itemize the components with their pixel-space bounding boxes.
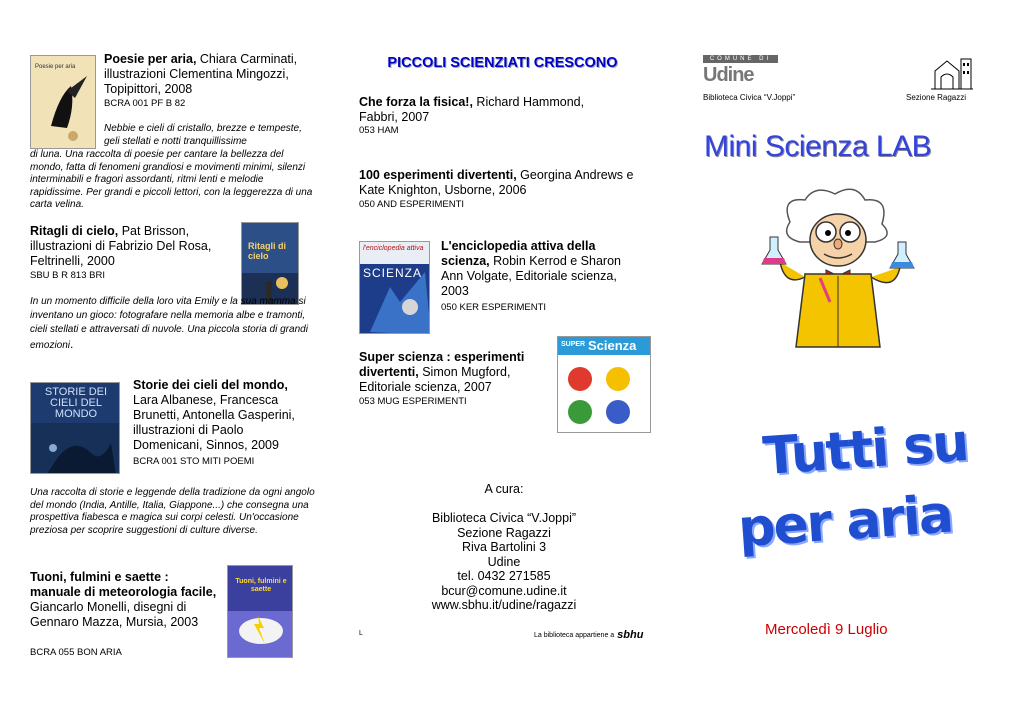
book-entry-poesie-per-aria: [104, 52, 314, 97]
credits-block: [359, 511, 649, 613]
book-title: Tuoni, fulmini e saette : manuale di meteorologia facile,: [30, 570, 217, 599]
cover-title: Ritagli di cielo: [248, 241, 286, 261]
call-number: 053 HAM: [359, 125, 399, 136]
credits-line-city: Udine: [487, 554, 521, 569]
headline-line-2: per aria: [736, 484, 954, 560]
book-title: 100 esperimenti divertenti,: [359, 168, 517, 182]
book-entry-ritagli-di-cielo: [30, 224, 230, 269]
footer-network-note: La biblioteca appartiene a sbhu: [534, 629, 644, 641]
section-heading: PICCOLI SCIENZIATI CRESCONO: [387, 55, 618, 71]
book-description: Una raccolta di storie e leggende della tradizione da ogni angolo del mondo (India, Antille, Italia, Giappone...) che consegna una prospettiva fiabesca e magica sui corpi celesti. Un'occasione preziosa per scoprire suggestioni di culture diverse.: [30, 487, 315, 536]
book-entry-super-scienza: [359, 350, 544, 395]
book-authors: Lara Albanese, Francesca Brunetti, Antonella Gasperini, illustrazioni di Paolo Domenicani, Sinnos, 2009: [133, 393, 295, 452]
book-title: L'enciclopedia attiva della scienza,: [441, 239, 596, 268]
call-number: BCRA 001 STO MITI POEMI: [133, 456, 255, 467]
book-title: Che forza la fisica!,: [359, 95, 473, 109]
cover-enciclopedia-scienza: [359, 241, 430, 334]
cover-title: STORIE DEI CIELI DEL MONDO: [44, 386, 108, 420]
book-entry-enciclopedia-attiva: [441, 239, 641, 299]
book-entry-che-forza-la-fisica: [359, 95, 609, 125]
call-number: 050 AND ESPERIMENTI: [359, 199, 465, 210]
cover-title: Tuoni, fulmini e saette: [235, 578, 287, 593]
credits-label: A cura:: [484, 482, 524, 496]
headline-line-1: Tutti su: [761, 412, 970, 488]
credits-line-website[interactable]: www.sbhu.it/udine/ragazzi: [431, 598, 577, 612]
cover-poesie-per-aria: [30, 55, 96, 149]
book-authors: Pat Brisson, illustrazioni di Fabrizio Del Rosa, Feltrinelli, 2000: [30, 224, 212, 268]
credits-line-section: Sezione Ragazzi: [457, 525, 551, 540]
call-number: 053 MUG ESPERIMENTI: [359, 396, 467, 407]
cover-ritagli-di-cielo: [241, 222, 299, 305]
call-number: BCRA 001 PF B 82: [104, 98, 186, 109]
event-headline: [736, 412, 970, 570]
book-authors: Georgina Andrews e Kate Knighton, Usborne, 2006: [359, 168, 634, 197]
book-authors: Robin Kerrod e Sharon Ann Volgate, Editoriale scienza, 2003: [441, 254, 621, 298]
credits-line-email[interactable]: bcur@comune.udine.it: [441, 583, 567, 598]
book-title: Super scienza : esperimenti divertenti,: [359, 350, 525, 379]
book-description-cont: di luna. Una raccolta di poesie per cantare la bellezza del mondo, fatta di fenomeni grandiosi e movimenti minimi, silenzi interminabili e fragori assordanti, ritmi lenti e melodie rapidissime. Per grandi e piccoli lettori, con la leggerezza di una carta velina.: [30, 149, 313, 210]
sbhu-logo: sbhu: [617, 629, 644, 641]
library-caption: Biblioteca Civica “V.Joppi”: [703, 93, 796, 102]
cover-subtitle: l'enciclopedia attiva: [363, 245, 424, 252]
book-authors: Richard Hammond, Fabbri, 2007: [359, 95, 585, 124]
book-authors: Simon Mugford, Editoriale scienza, 2007: [359, 365, 511, 394]
footer-left-mark: L: [359, 630, 363, 637]
book-description: In un momento difficile della loro vita Emily e la sua mamma si inventano un gioco: fotografare nella memoria albe e tramonti, cieli stellati e attraversati di nuvole. Una piccola storia di grandi emozioni.: [30, 296, 308, 351]
credits-line-phone: tel. 0432 271585: [457, 569, 551, 583]
book-authors: Chiara Carminati, illustrazioni Clementina Mingozzi, Topipittori, 2008: [104, 52, 298, 96]
book-title: Poesie per aria,: [104, 52, 197, 66]
book-description: Nebbie e cieli di cristallo, brezze e tempeste, geli stellati e notti tranquillissime: [104, 123, 302, 147]
comune-udine-logo: [703, 55, 778, 91]
cover-title: SCIENZA: [363, 266, 423, 280]
cover-title: Scienza: [588, 338, 637, 353]
cover-super: SUPER: [561, 341, 586, 348]
cover-storie-dei-cieli: [30, 382, 120, 474]
call-number: BCRA 055 BON ARIA: [30, 647, 122, 658]
event-date: Mercoledì 9 Luglio: [765, 621, 888, 638]
call-number: SBU B R 813 BRI: [30, 270, 105, 281]
library-building-logo: [929, 53, 975, 91]
cover-title: Poesie per aria: [35, 64, 76, 70]
book-title: Ritagli di cielo,: [30, 224, 119, 238]
call-number: 050 KER ESPERIMENTI: [441, 302, 547, 313]
book-title: Storie dei cieli del mondo,: [133, 378, 288, 392]
book-entry-storie-dei-cieli: [133, 378, 313, 453]
cover-tuoni-fulmini: [227, 565, 293, 658]
credits-line-library: Biblioteca Civica “V.Joppi”: [431, 511, 577, 525]
cover-super-scienza: [557, 336, 651, 433]
credits-line-address: Riva Bartolini 3: [461, 540, 547, 554]
logo-top-text: COMUNE DI: [703, 55, 778, 63]
book-authors: Giancarlo Monelli, disegni di Gennaro Mazza, Mursia, 2003: [30, 600, 199, 629]
book-entry-tuoni-fulmini: [30, 570, 220, 630]
event-title: Mini Scienza LAB: [704, 130, 932, 163]
logo-name: Udine: [703, 64, 754, 86]
section-caption: Sezione Ragazzi: [906, 93, 967, 102]
book-entry-100-esperimenti: [359, 168, 649, 198]
scientist-illustration: [760, 182, 920, 352]
